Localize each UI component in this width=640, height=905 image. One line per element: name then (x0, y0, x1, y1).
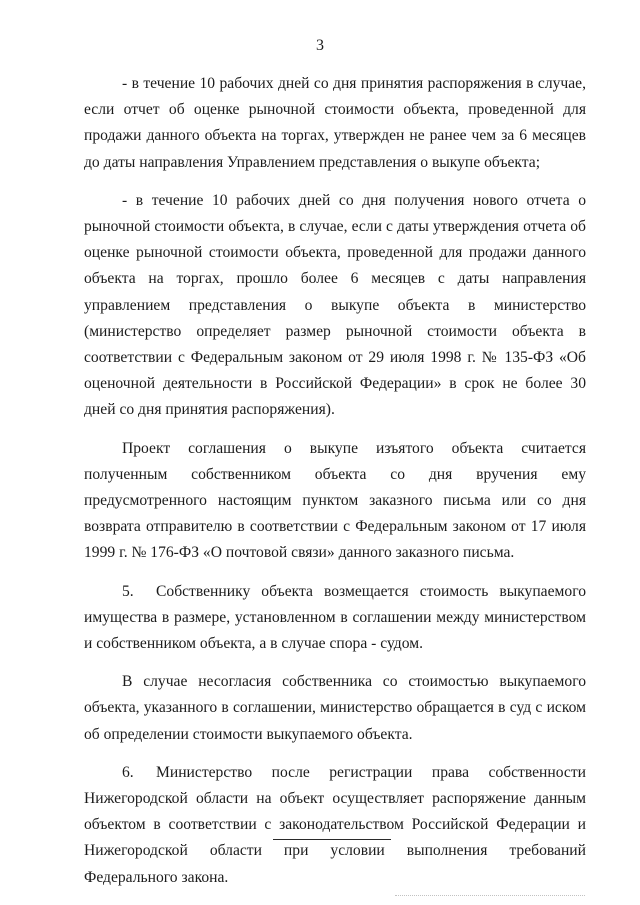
page-number: 3 (316, 37, 324, 54)
paragraph-item-5 (84, 579, 586, 658)
item-number: 5. (122, 582, 134, 600)
item-text: Собственнику объекта возмещается стоимость выкупаемого имущества в размере, установленном в соглашении между министерством и собственником объекта, а в случае спора - судом. (84, 582, 586, 653)
paragraph-deadline-existing-report: - в течение 10 рабочих дней со дня принятия распоряжения в случае, если отчет об оценке рыночной стоимости объекта, проведенной для продажи данного объекта на торгах, утвержден не ранее чем за 6 месяцев до даты направления Управлением представления о выкупе объекта; (84, 75, 586, 171)
paragraph-draft-agreement-receipt: Проект соглашения о выкупе изъятого объекта считается полученным собственником объекта со дня вручения ему предусмотренного настоящим пунктом заказного письма или со дня возврата отправителю в соответствии с Федеральным законом от 17 июля 1999 г. № 176-ФЗ «О почтовой связи» данного заказного письма. (84, 439, 586, 562)
scan-artifact-line (395, 895, 585, 899)
item-text: Министерство после регистрации права собственности Нижегородской области на объект осуществляет распоряжение данным объектом в соответствии с законодательством Российской Федерации и Нижегородской области при условии выполнения требований Федерального закона. (84, 763, 586, 886)
end-of-text-rule (273, 839, 391, 840)
paragraph-disagreement-court: В случае несогласия собственника со стоимостью выкупаемого объекта, указанного в соглашении, министерство обращается в суд с иском об определении стоимости выкупаемого объекта. (84, 673, 586, 743)
item-number: 6. (122, 763, 134, 781)
paragraph-item-6 (84, 760, 586, 891)
paragraph-deadline-new-report: - в течение 10 рабочих дней со дня получения нового отчета о рыночной стоимости объекта, в случае, если с даты утверждения отчета об оценке рыночной стоимости объекта, проведенной для продажи данного объекта на торгах, прошло более 6 месяцев с даты направления управлением представления о выкупе объекта в министерство (министерство определяет размер рыночной стоимости объекта в соответствии с Федеральным законом от 29 июля 1998 г. № 135-ФЗ «Об оценочной деятельности в Российской Федерации» в срок не более 30 дней со дня принятия распоряжения). (84, 191, 586, 419)
document-body (84, 71, 586, 903)
